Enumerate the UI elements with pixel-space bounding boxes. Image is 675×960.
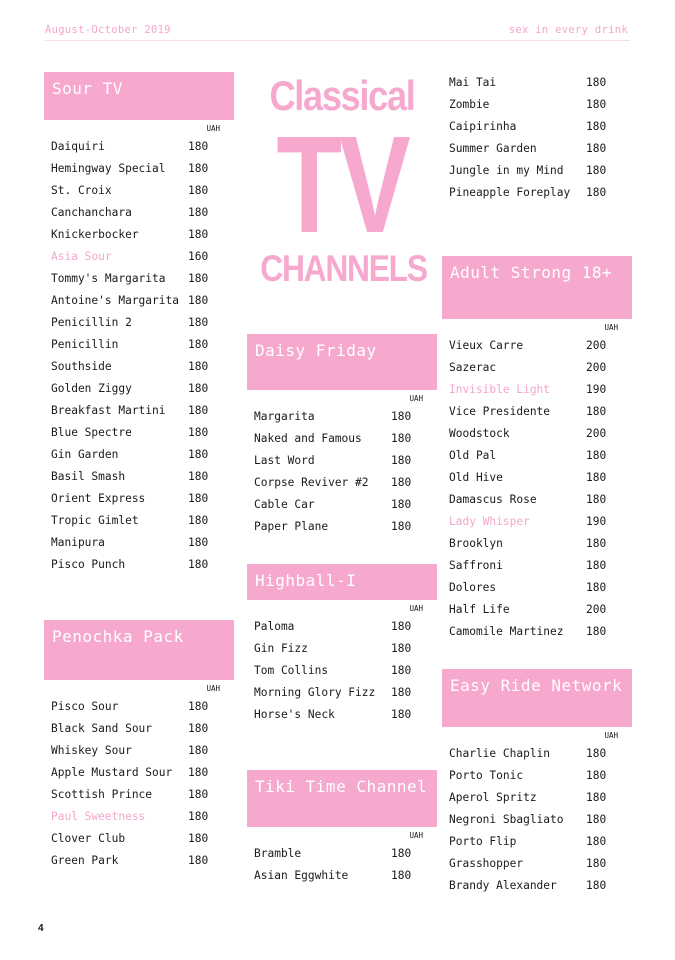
item-name: St. Croix [51,184,112,197]
item-price: 180 [188,140,209,153]
menu-item [247,406,437,428]
currency-label: UAH [206,124,220,133]
item-name: Tommy's Margarita [51,272,166,285]
item-name: Tropic Gimlet [51,514,139,527]
menu-item [44,268,234,290]
item-name: Paper Plane [254,520,329,533]
section-title: Daisy Friday [247,334,437,390]
menu-item [44,378,234,400]
menu-item [442,787,632,809]
item-name: Asian Eggwhite [254,869,349,882]
item-price: 180 [391,432,412,445]
item-price: 180 [586,625,607,638]
section-title: Highball-I [247,564,437,600]
item-name: Knickerbocker [51,228,139,241]
section-title: Easy Ride Network [442,669,632,727]
currency-label: UAH [604,323,618,332]
item-name: Camomile Martinez [449,625,564,638]
item-name: Orient Express [51,492,146,505]
title-line-3: CHANNELS [260,248,427,289]
item-name: Bramble [254,847,302,860]
menu-item [44,696,234,718]
item-name: Scottish Prince [51,788,153,801]
item-price: 180 [188,206,209,219]
menu-item [442,94,632,116]
item-name: Morning Glory Fizz [254,686,376,699]
menu-item [442,401,632,423]
menu-item [44,224,234,246]
item-name: Green Park [51,854,119,867]
section-title: Sour TV [44,72,234,120]
menu-item [247,704,437,726]
item-price: 180 [586,405,607,418]
menu-item [44,828,234,850]
menu-item [442,875,632,897]
item-name: Vice Presidente [449,405,551,418]
item-name: Porto Tonic [449,769,524,782]
item-name: Jungle in my Mind [449,164,564,177]
item-price: 180 [188,744,209,757]
currency-label: UAH [604,731,618,740]
menu-item [442,621,632,643]
item-name: Summer Garden [449,142,537,155]
item-name: Daiquiri [51,140,105,153]
section-title: Penochka Pack [44,620,234,680]
menu-list [44,136,234,576]
item-name: Gin Garden [51,448,119,461]
item-price: 180 [586,164,607,177]
menu-item [44,488,234,510]
menu-item [44,158,234,180]
menu-item [247,660,437,682]
item-name: Sazerac [449,361,497,374]
item-price: 180 [188,162,209,175]
item-price: 180 [391,454,412,467]
item-price: 180 [586,142,607,155]
item-name: Brandy Alexander [449,879,557,892]
item-price: 190 [586,383,607,396]
currency-label: UAH [409,831,423,840]
item-price: 200 [586,603,607,616]
menu-item [442,357,632,379]
menu-item [44,532,234,554]
item-name: Dolores [449,581,497,594]
menu-item [44,850,234,872]
item-price: 180 [586,98,607,111]
item-price: 180 [188,360,209,373]
item-price: 180 [188,404,209,417]
menu-item [44,290,234,312]
item-price: 180 [188,470,209,483]
item-name: Negroni Sbagliato [449,813,564,826]
menu-item [442,379,632,401]
item-price: 180 [586,537,607,550]
menu-item [44,718,234,740]
menu-list [442,335,632,643]
menu-item [442,533,632,555]
item-price: 180 [391,642,412,655]
item-name: Clover Club [51,832,126,845]
item-name: Caipirinha [449,120,517,133]
menu-list [44,696,234,872]
item-name: Naked and Famous [254,432,362,445]
item-price: 180 [391,476,412,489]
item-price: 180 [188,294,209,307]
item-name: Invisible Light [449,383,551,396]
menu-item [44,180,234,202]
item-name: Tom Collins [254,664,329,677]
menu-item [442,577,632,599]
item-price: 180 [188,810,209,823]
item-name: Aperol Spritz [449,791,537,804]
menu-list [442,743,632,897]
menu-item [247,450,437,472]
item-price: 180 [586,559,607,572]
menu-item [442,467,632,489]
item-price: 180 [391,847,412,860]
item-name: Penicillin [51,338,119,351]
item-price: 180 [586,493,607,506]
item-name: Half Life [449,603,510,616]
item-price: 180 [188,272,209,285]
currency-label: UAH [409,604,423,613]
tagline: sex in every drink [508,24,628,36]
item-name: Cable Car [254,498,315,511]
item-price: 180 [188,228,209,241]
menu-item [44,554,234,576]
menu-item [442,116,632,138]
title-line-1: Classical [269,72,415,119]
menu-item [44,510,234,532]
menu-item [44,400,234,422]
item-name: Golden Ziggy [51,382,132,395]
menu-item [442,555,632,577]
section-easy-ride [442,669,632,897]
item-price: 180 [586,835,607,848]
item-price: 160 [188,250,209,263]
menu-item [442,809,632,831]
menu-item [44,784,234,806]
menu-item [247,494,437,516]
item-name: Mai Tai [449,76,497,89]
page-number: 4 [38,923,44,934]
item-price: 180 [188,448,209,461]
item-price: 180 [391,498,412,511]
item-name: Horse's Neck [254,708,335,721]
menu-item [247,638,437,660]
item-name: Antoine's Margarita [51,294,179,307]
item-price: 180 [188,700,209,713]
section-tiki-time [247,770,437,887]
item-name: Charlie Chaplin [449,747,551,760]
item-price: 180 [391,620,412,633]
menu-item [442,335,632,357]
section-title: Adult Strong 18+ [442,256,632,319]
item-name: Pineapple Foreplay [449,186,571,199]
menu-item [247,428,437,450]
menu-item [44,136,234,158]
menu-item [442,511,632,533]
item-name: Old Pal [449,449,497,462]
item-price: 180 [586,449,607,462]
menu-list [442,72,632,204]
item-name: Zombie [449,98,490,111]
item-name: Margarita [254,410,315,423]
menu-item [44,334,234,356]
item-name: Southside [51,360,112,373]
menu-item [44,312,234,334]
item-name: Porto Flip [449,835,517,848]
menu-item [442,72,632,94]
menu-item [442,765,632,787]
item-name: Paul Sweetness [51,810,146,823]
item-name: Asia Sour [51,250,112,263]
item-price: 180 [586,581,607,594]
item-price: 180 [586,857,607,870]
menu-item [247,843,437,865]
section-title: Tiki Time Channel [247,770,437,827]
menu-item [442,489,632,511]
item-price: 180 [188,536,209,549]
item-price: 180 [188,492,209,505]
item-price: 180 [391,520,412,533]
item-price: 180 [586,76,607,89]
section-daisy-friday [247,334,437,538]
item-price: 180 [188,338,209,351]
header-divider [45,40,630,41]
item-name: Black Sand Sour [51,722,153,735]
item-price: 180 [188,558,209,571]
item-name: Whiskey Sour [51,744,132,757]
item-name: Last Word [254,454,315,467]
menu-item [44,444,234,466]
item-price: 180 [188,184,209,197]
item-price: 180 [586,186,607,199]
menu-item [44,466,234,488]
item-name: Pisco Punch [51,558,126,571]
item-price: 180 [391,708,412,721]
menu-item [442,138,632,160]
menu-item [442,423,632,445]
section-penochka-pack [44,620,234,872]
item-price: 180 [586,879,607,892]
currency-label: UAH [409,394,423,403]
item-name: Blue Spectre [51,426,132,439]
menu-item [44,202,234,224]
title-line-2: TV [276,108,408,262]
item-name: Lady Whisper [449,515,530,528]
item-price: 200 [586,339,607,352]
menu-item [442,831,632,853]
item-price: 200 [586,427,607,440]
item-price: 180 [188,766,209,779]
item-name: Paloma [254,620,295,633]
menu-item [44,356,234,378]
item-name: Hemingway Special [51,162,166,175]
item-name: Corpse Reviver #2 [254,476,369,489]
menu-item [44,740,234,762]
section-adult-strong [442,256,632,643]
currency-label: UAH [206,684,220,693]
menu-item [247,682,437,704]
item-name: Penicillin 2 [51,316,132,329]
item-price: 180 [586,769,607,782]
item-name: Breakfast Martini [51,404,166,417]
menu-item [442,599,632,621]
item-name: Vieux Carre [449,339,524,352]
item-price: 190 [586,515,607,528]
menu-list [247,843,437,887]
item-price: 180 [391,869,412,882]
item-price: 200 [586,361,607,374]
page-title [247,72,437,290]
menu-item [442,160,632,182]
menu-item [44,422,234,444]
menu-item [247,616,437,638]
item-price: 180 [391,664,412,677]
item-name: Pisco Sour [51,700,119,713]
item-name: Basil Smash [51,470,126,483]
item-price: 180 [188,316,209,329]
item-name: Gin Fizz [254,642,308,655]
menu-item [442,445,632,467]
menu-item [247,472,437,494]
issue-date: August-October 2019 [45,24,171,36]
item-price: 180 [391,410,412,423]
menu-item [442,743,632,765]
item-price: 180 [188,788,209,801]
menu-item [44,246,234,268]
item-price: 180 [188,722,209,735]
item-price: 180 [586,791,607,804]
item-name: Damascus Rose [449,493,537,506]
item-price: 180 [188,832,209,845]
item-name: Old Hive [449,471,503,484]
item-name: Grasshopper [449,857,524,870]
item-price: 180 [391,686,412,699]
item-name: Canchanchara [51,206,132,219]
menu-item [442,182,632,204]
menu-item [442,853,632,875]
item-name: Apple Mustard Sour [51,766,173,779]
item-price: 180 [188,514,209,527]
menu-item [247,516,437,538]
item-name: Brooklyn [449,537,503,550]
menu-item [247,865,437,887]
item-price: 180 [586,813,607,826]
menu-item [44,806,234,828]
item-price: 180 [586,747,607,760]
item-price: 180 [188,426,209,439]
menu-list [247,616,437,726]
item-name: Manipura [51,536,105,549]
item-name: Woodstock [449,427,510,440]
item-price: 180 [188,854,209,867]
item-name: Saffroni [449,559,503,572]
item-price: 180 [586,120,607,133]
item-price: 180 [188,382,209,395]
menu-item [44,762,234,784]
menu-list [247,406,437,538]
section-sour-tv [44,72,234,576]
section-highball [247,564,437,726]
section-tiki-continued [442,72,632,204]
item-price: 180 [586,471,607,484]
